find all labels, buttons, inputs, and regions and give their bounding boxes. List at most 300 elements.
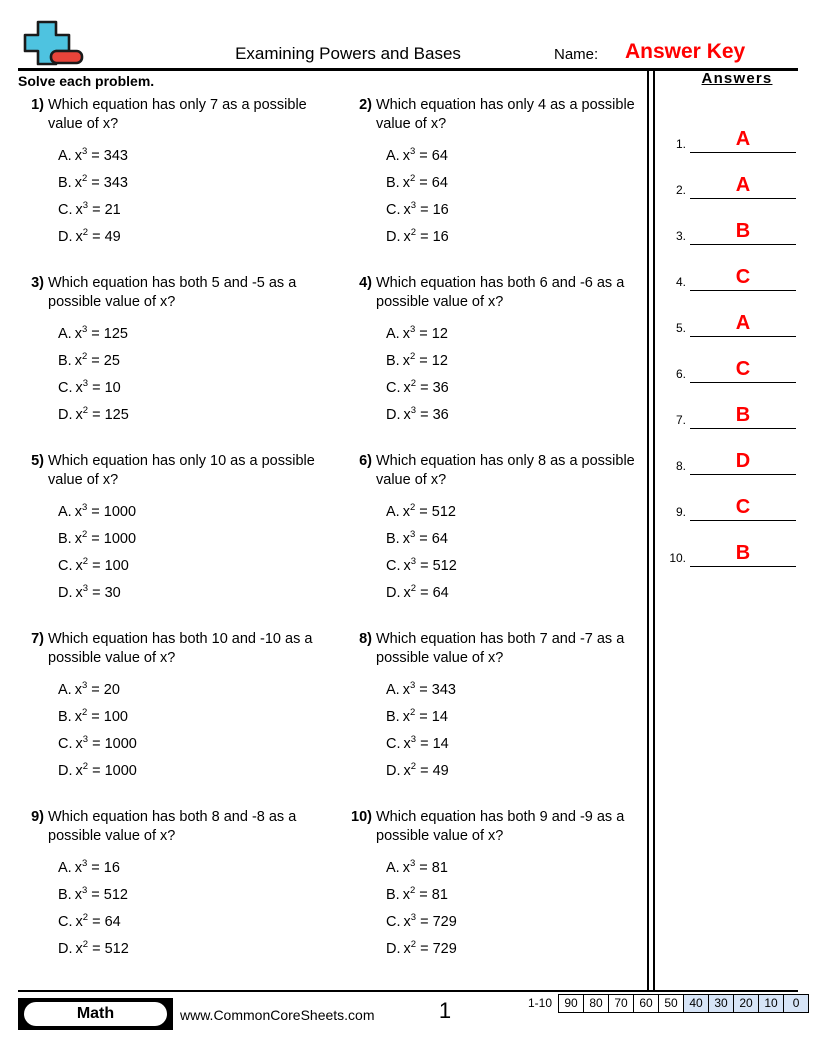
choice-exponent: 2 [409, 707, 416, 719]
choice-label: D. [386, 407, 401, 423]
choice-exponent: 3 [82, 583, 89, 595]
choice-exponent: 3 [410, 734, 417, 746]
choice-exponent: 3 [410, 405, 417, 417]
question-text: Which equation has both 6 and -6 as a possible value of x? [376, 275, 625, 310]
choice-label: C. [58, 202, 73, 218]
choice-d[interactable] [58, 402, 318, 429]
choice-label: C. [386, 914, 401, 930]
choice-a[interactable] [58, 855, 318, 882]
choice-d[interactable] [58, 224, 318, 251]
choice-equation: = 64 [420, 585, 449, 601]
answer-index: 5. [675, 321, 686, 335]
choice-label: C. [386, 380, 401, 396]
choice-equation: = 36 [420, 380, 449, 396]
answer-value: B [735, 220, 751, 242]
choice-base: x [403, 202, 411, 218]
answer-row-3 [660, 199, 798, 245]
choice-equation: = 125 [91, 326, 128, 342]
choice-equation: = 1000 [92, 736, 137, 752]
choice-equation: = 100 [92, 558, 129, 574]
question-number: 7) [31, 631, 44, 647]
choice-exponent: 3 [409, 529, 416, 541]
choice-equation: = 64 [419, 531, 448, 547]
grading-scale-cell: 80 [584, 995, 609, 1012]
choice-base: x [403, 380, 411, 396]
choice-list [18, 855, 318, 963]
choice-base: x [75, 763, 83, 779]
choice-label: B. [58, 709, 72, 725]
answer-index: 3. [675, 229, 686, 243]
question-10 [346, 808, 646, 963]
choice-label: B. [58, 175, 72, 191]
choice-d[interactable] [58, 580, 318, 607]
choice-b[interactable] [58, 704, 318, 731]
choice-b[interactable] [386, 882, 646, 909]
choice-list [346, 855, 646, 963]
choice-c[interactable] [58, 553, 318, 580]
choice-list [18, 499, 318, 607]
choice-base: x [403, 229, 411, 245]
choice-c[interactable] [386, 553, 646, 580]
answer-index: 7. [675, 413, 686, 427]
choice-label: B. [386, 531, 400, 547]
choice-exponent: 3 [410, 200, 417, 212]
answers-list [660, 107, 798, 567]
choice-b[interactable] [386, 170, 646, 197]
choice-b[interactable] [58, 526, 318, 553]
choice-exponent: 3 [409, 858, 416, 870]
choice-exponent: 2 [410, 761, 417, 773]
choice-base: x [75, 229, 83, 245]
answer-value: C [735, 496, 751, 518]
grading-scale-cell: 20 [734, 995, 759, 1012]
choice-base: x [402, 860, 410, 876]
choice-a[interactable] [386, 321, 646, 348]
choice-base: x [75, 585, 83, 601]
question-8 [346, 630, 646, 785]
choice-exponent: 3 [409, 324, 416, 336]
choice-b[interactable] [386, 348, 646, 375]
choice-label: A. [58, 682, 72, 698]
answer-index: 9. [675, 505, 686, 519]
question-text: Which equation has both 9 and -9 as a possible value of x? [376, 809, 625, 844]
choice-exponent: 2 [410, 939, 417, 951]
question-number: 4) [359, 275, 372, 291]
subject-label: Math [24, 1002, 167, 1026]
choice-exponent: 3 [409, 146, 416, 158]
answer-index: 2. [675, 183, 686, 197]
choice-label: C. [58, 380, 73, 396]
choice-exponent: 2 [81, 707, 88, 719]
name-label: Name: [554, 46, 599, 63]
choice-label: A. [58, 148, 72, 164]
grading-scale [528, 994, 809, 1013]
choice-d[interactable] [386, 224, 646, 251]
choice-label: A. [386, 148, 400, 164]
answer-index: 10. [669, 551, 686, 565]
answer-value: A [735, 312, 751, 334]
choice-d[interactable] [386, 936, 646, 963]
answer-value: C [735, 358, 751, 380]
choice-label: D. [386, 229, 401, 245]
choice-label: B. [58, 887, 72, 903]
choice-base: x [74, 887, 82, 903]
choice-list [18, 677, 318, 785]
choice-b[interactable] [58, 348, 318, 375]
choice-exponent: 2 [82, 556, 89, 568]
choice-exponent: 2 [409, 502, 416, 514]
answer-row-8 [660, 429, 798, 475]
answer-value: A [735, 128, 751, 150]
choice-label: B. [386, 175, 400, 191]
grading-scale-cell: 0 [784, 995, 808, 1012]
subject-badge [18, 998, 173, 1030]
answer-value: B [735, 542, 751, 564]
plus-minus-logo-icon [18, 18, 90, 66]
choice-equation: = 64 [419, 148, 448, 164]
choice-equation: = 1000 [91, 531, 137, 547]
choice-base: x [75, 914, 83, 930]
choice-label: A. [386, 504, 400, 520]
answer-row-2 [660, 153, 798, 199]
choice-equation: = 49 [92, 229, 121, 245]
choice-base: x [74, 504, 82, 520]
answer-value: D [735, 450, 751, 472]
question-text: Which equation has both 10 and -10 as a possible value of x? [48, 631, 313, 666]
choice-a[interactable] [58, 321, 318, 348]
answer-row-1 [660, 107, 798, 153]
choice-base: x [75, 380, 83, 396]
choice-exponent: 3 [81, 324, 88, 336]
question-text: Which equation has only 7 as a possible value of x? [48, 97, 307, 132]
choice-label: A. [58, 860, 72, 876]
question-4 [346, 274, 646, 429]
choice-label: C. [58, 914, 73, 930]
choice-exponent: 2 [81, 173, 88, 185]
choice-exponent: 2 [409, 351, 416, 363]
answers-panel [660, 70, 798, 567]
choice-exponent: 3 [410, 912, 417, 924]
choice-list [346, 321, 646, 429]
choice-exponent: 2 [409, 173, 416, 185]
choice-base: x [74, 148, 82, 164]
choice-exponent: 2 [82, 405, 89, 417]
choice-c[interactable] [58, 731, 318, 758]
choice-exponent: 2 [81, 351, 88, 363]
choice-a[interactable] [58, 143, 318, 170]
choice-exponent: 2 [410, 227, 417, 239]
answer-index: 1. [675, 137, 686, 151]
choice-d[interactable] [58, 758, 318, 785]
choice-base: x [75, 736, 83, 752]
choice-b[interactable] [386, 704, 646, 731]
choice-list [18, 143, 318, 251]
choice-equation: = 16 [420, 202, 449, 218]
choice-base: x [74, 860, 82, 876]
question-row [18, 452, 638, 630]
question-text: Which equation has both 5 and -5 as a possible value of x? [48, 275, 297, 310]
choice-exponent: 2 [81, 529, 88, 541]
choice-base: x [75, 202, 83, 218]
choice-base: x [402, 175, 410, 191]
choice-exponent: 2 [410, 583, 417, 595]
choice-a[interactable] [386, 855, 646, 882]
choice-label: A. [58, 326, 72, 342]
question-row [18, 96, 638, 274]
question-text: Which equation has both 8 and -8 as a possible value of x? [48, 809, 297, 844]
choice-c[interactable] [58, 909, 318, 936]
choice-exponent: 3 [410, 556, 417, 568]
choice-label: D. [386, 585, 401, 601]
page-number: 1 [438, 998, 452, 1023]
question-text: Which equation has only 10 as a possible value of x? [48, 453, 315, 488]
choice-list [346, 499, 646, 607]
choice-c[interactable] [386, 375, 646, 402]
choice-d[interactable] [386, 580, 646, 607]
answer-row-4 [660, 245, 798, 291]
answer-value: B [735, 404, 751, 426]
choice-d[interactable] [386, 402, 646, 429]
site-url: www.CommonCoreSheets.com [180, 1007, 375, 1023]
grading-scale-cell: 10 [759, 995, 784, 1012]
answer-value: C [735, 266, 751, 288]
choice-label: B. [386, 887, 400, 903]
choice-label: A. [386, 860, 400, 876]
grading-scale-cell: 40 [684, 995, 709, 1012]
choice-equation: = 343 [91, 175, 128, 191]
choice-exponent: 3 [82, 378, 89, 390]
choice-a[interactable] [58, 677, 318, 704]
choice-label: C. [58, 558, 73, 574]
choice-equation: = 20 [91, 682, 120, 698]
question-2 [346, 96, 646, 251]
choice-label: B. [58, 353, 72, 369]
choice-label: C. [386, 558, 401, 574]
question-text: Which equation has only 4 as a possible value of x? [376, 97, 635, 132]
choice-equation: = 81 [419, 887, 448, 903]
grading-scale-cell: 30 [709, 995, 734, 1012]
choice-label: B. [58, 531, 72, 547]
worksheet-header [18, 18, 798, 68]
choice-equation: = 100 [91, 709, 128, 725]
choice-label: A. [386, 682, 400, 698]
question-1 [18, 96, 318, 251]
choice-exponent: 3 [81, 502, 88, 514]
grading-scale-cell: 70 [609, 995, 634, 1012]
choice-base: x [74, 353, 82, 369]
question-number: 3) [31, 275, 44, 291]
choice-equation: = 64 [419, 175, 448, 191]
choice-label: A. [58, 504, 72, 520]
choice-exponent: 3 [82, 200, 89, 212]
choice-exponent: 3 [81, 680, 88, 692]
answer-row-6 [660, 337, 798, 383]
answer-index: 6. [675, 367, 686, 381]
choice-c[interactable] [386, 731, 646, 758]
choice-exponent: 3 [82, 734, 89, 746]
choice-exponent: 3 [409, 680, 416, 692]
choice-equation: = 343 [419, 682, 456, 698]
question-row [18, 274, 638, 452]
answer-blank-line[interactable] [690, 566, 796, 567]
question-row [18, 630, 638, 808]
choice-equation: = 49 [420, 763, 449, 779]
choice-c[interactable] [58, 375, 318, 402]
choice-exponent: 2 [409, 885, 416, 897]
choice-base: x [402, 504, 410, 520]
question-list [18, 96, 638, 986]
choice-c[interactable] [386, 909, 646, 936]
choice-equation: = 14 [420, 736, 449, 752]
choice-base: x [403, 558, 411, 574]
grading-scale-cell: 50 [659, 995, 684, 1012]
question-number: 10) [351, 809, 372, 825]
choice-base: x [402, 682, 410, 698]
choice-equation: = 1000 [92, 763, 137, 779]
choice-equation: = 25 [91, 353, 120, 369]
choice-a[interactable] [386, 677, 646, 704]
choice-d[interactable] [386, 758, 646, 785]
choice-base: x [403, 736, 411, 752]
choice-label: B. [386, 353, 400, 369]
choice-list [346, 677, 646, 785]
choice-equation: = 512 [91, 887, 128, 903]
choice-label: C. [58, 736, 73, 752]
choice-base: x [402, 148, 410, 164]
question-number: 9) [31, 809, 44, 825]
question-number: 8) [359, 631, 372, 647]
choice-equation: = 21 [92, 202, 121, 218]
choice-label: D. [58, 941, 73, 957]
choice-equation: = 125 [92, 407, 129, 423]
choice-base: x [74, 531, 82, 547]
choice-label: D. [58, 407, 73, 423]
choice-label: A. [386, 326, 400, 342]
choice-exponent: 3 [81, 146, 88, 158]
choice-base: x [403, 763, 411, 779]
choice-base: x [74, 326, 82, 342]
choice-label: C. [386, 202, 401, 218]
choice-base: x [75, 941, 83, 957]
answer-index: 4. [675, 275, 686, 289]
choice-equation: = 12 [419, 353, 448, 369]
choice-base: x [74, 682, 82, 698]
choice-equation: = 36 [420, 407, 449, 423]
answer-index: 8. [675, 459, 686, 473]
choice-exponent: 3 [81, 885, 88, 897]
choice-equation: = 729 [420, 941, 457, 957]
answer-row-9 [660, 475, 798, 521]
choice-exponent: 2 [82, 761, 89, 773]
choice-equation: = 16 [91, 860, 120, 876]
question-9 [18, 808, 318, 963]
choice-exponent: 2 [82, 912, 89, 924]
question-number: 1) [31, 97, 44, 113]
question-3 [18, 274, 318, 429]
choice-b[interactable] [386, 526, 646, 553]
grading-scale-range-label: 1-10 [528, 996, 553, 1010]
choice-base: x [402, 709, 410, 725]
choice-base: x [402, 531, 410, 547]
question-5 [18, 452, 318, 607]
choice-label: D. [386, 941, 401, 957]
choice-c[interactable] [386, 197, 646, 224]
choice-a[interactable] [58, 499, 318, 526]
choice-equation: = 729 [420, 914, 457, 930]
choice-equation: = 1000 [91, 504, 137, 520]
choice-equation: = 512 [420, 558, 457, 574]
choice-label: D. [58, 763, 73, 779]
choice-base: x [402, 887, 410, 903]
question-number: 6) [359, 453, 372, 469]
choice-base: x [402, 353, 410, 369]
choice-a[interactable] [386, 143, 646, 170]
answer-row-10 [660, 521, 798, 567]
choice-equation: = 512 [92, 941, 129, 957]
choice-exponent: 2 [82, 227, 89, 239]
choice-c[interactable] [58, 197, 318, 224]
question-6 [346, 452, 646, 607]
choice-equation: = 30 [92, 585, 121, 601]
choice-equation: = 343 [91, 148, 128, 164]
answer-row-5 [660, 291, 798, 337]
answer-value: A [735, 174, 751, 196]
name-value: Answer Key [625, 40, 746, 63]
choice-b[interactable] [58, 882, 318, 909]
answers-heading: Answers [701, 70, 773, 87]
choice-base: x [75, 558, 83, 574]
grading-scale-cell: 90 [559, 995, 584, 1012]
choice-base: x [74, 175, 82, 191]
choice-equation: = 14 [419, 709, 448, 725]
question-number: 5) [31, 453, 44, 469]
footer-divider [18, 990, 798, 992]
choice-equation: = 16 [420, 229, 449, 245]
choice-label: D. [58, 585, 73, 601]
choice-base: x [402, 326, 410, 342]
choice-base: x [403, 941, 411, 957]
choice-equation: = 512 [419, 504, 456, 520]
grading-scale-cell: 60 [634, 995, 659, 1012]
choice-equation: = 12 [419, 326, 448, 342]
choice-label: B. [386, 709, 400, 725]
choice-label: D. [58, 229, 73, 245]
choice-list [346, 143, 646, 251]
choice-list [18, 321, 318, 429]
question-text: Which equation has both 7 and -7 as a possible value of x? [376, 631, 625, 666]
choice-base: x [75, 407, 83, 423]
question-row [18, 808, 638, 986]
choice-exponent: 3 [81, 858, 88, 870]
choice-d[interactable] [58, 936, 318, 963]
choice-exponent: 2 [410, 378, 417, 390]
choice-a[interactable] [386, 499, 646, 526]
choice-b[interactable] [58, 170, 318, 197]
choice-equation: = 64 [92, 914, 121, 930]
question-7 [18, 630, 318, 785]
choice-label: C. [386, 736, 401, 752]
choice-base: x [74, 709, 82, 725]
choice-equation: = 81 [419, 860, 448, 876]
answer-row-7 [660, 383, 798, 429]
choice-base: x [403, 914, 411, 930]
page-title: Examining Powers and Bases [235, 44, 461, 63]
question-number: 2) [359, 97, 372, 113]
choice-label: D. [386, 763, 401, 779]
choice-equation: = 10 [92, 380, 121, 396]
choice-base: x [403, 407, 411, 423]
choice-base: x [403, 585, 411, 601]
